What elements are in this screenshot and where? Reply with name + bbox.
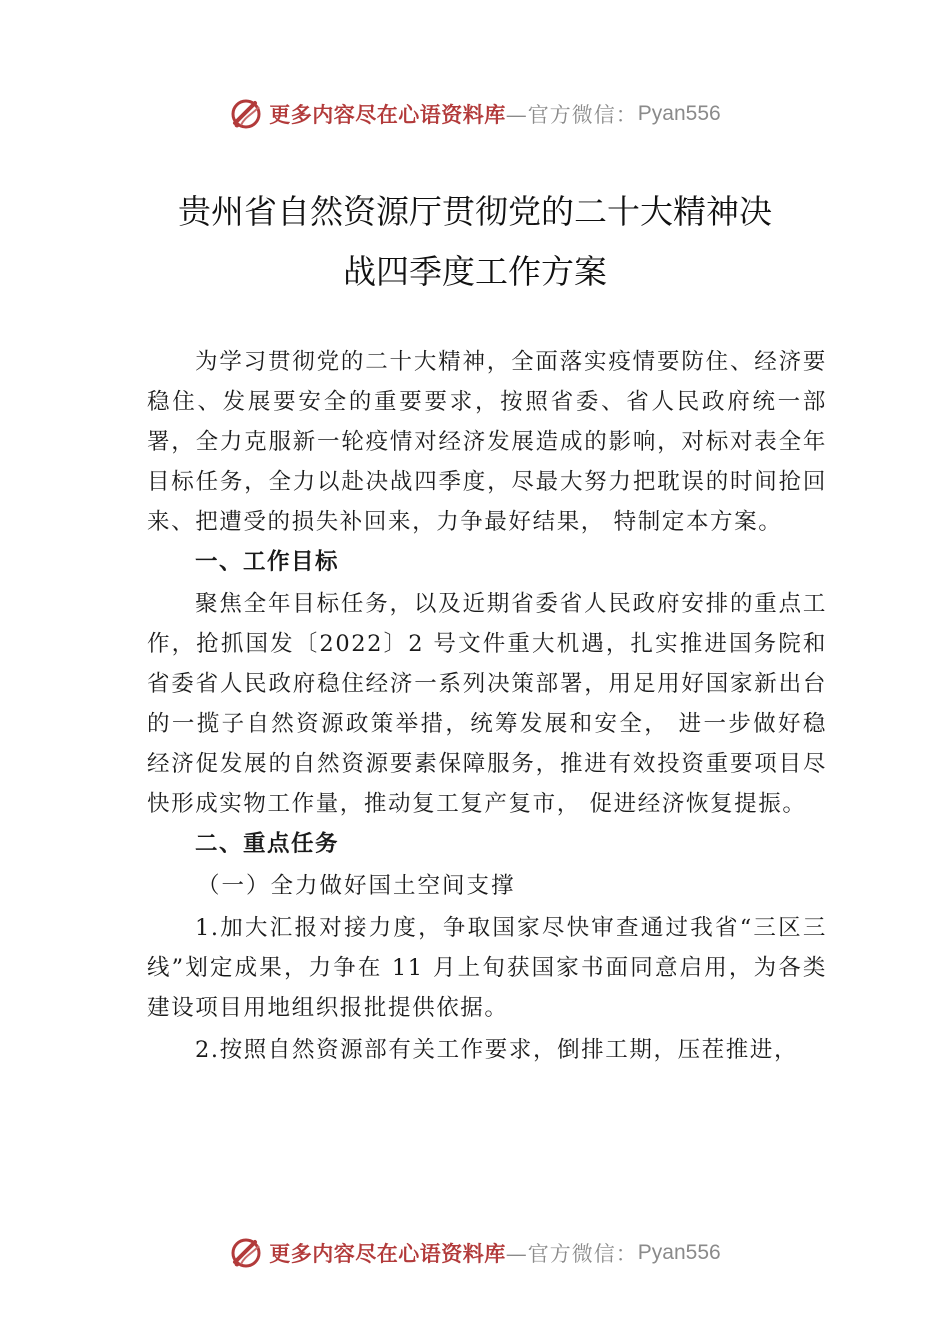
banner-wechat-label: —官方微信： [505,103,638,127]
section2-heading: 二、重点任务 [195,831,340,857]
banner-wechat-id: Pyan556 [637,102,721,125]
banner-library-text: 更多内容尽在心语资料库 [269,1241,506,1266]
header-banner [0,94,950,134]
banner-library-text: 更多内容尽在心语资料库 [269,102,506,127]
section1-heading: 一、工作目标 [195,549,340,575]
document-title-line2: 战四季度工作方案 [343,252,607,291]
footer-banner [0,1233,950,1273]
subsection1-heading: （一）全力做好国土空间支撑 [197,873,516,899]
document-body [147,342,827,1070]
document-title-line1: 贵州省自然资源厅贯彻党的二十大精神决 [178,192,772,231]
ink-brush-logo-icon [229,1236,263,1270]
item1-paragraph: 1.加大汇报对接力度，争取国家尽快审查通过我省“三区三线”划定成果，力争在 11 月上旬获国家书面同意启用，为各类建设项目用地组织报批提供依据。 [147,915,827,1021]
item2-paragraph: 2.按照自然资源部有关工作要求，倒排工期，压茬推进， [195,1037,799,1063]
banner-wechat-label: —官方微信： [505,1242,638,1266]
banner-wechat-id: Pyan556 [637,1241,721,1264]
section1-paragraph: 聚焦全年目标任务，以及近期省委省人民政府安排的重点工作，抢抓国发〔2022〕2 号文件重大机遇，扎实推进国务院和省委省人民政府稳住经济一系列决策部署，用足用好国家新出台的一揽子自然资源政策举措，统筹发展和安全， 进一步做好稳经济促发展的自然资源要素保障服务，推进有效投资重要项目尽快形成实物工作量，推动复工复产复市， 促进经济恢复提振。 [147,591,827,817]
ink-brush-logo-icon [229,97,263,131]
intro-paragraph: 为学习贯彻党的二十大精神，全面落实疫情要防住、经济要稳住、发展要安全的重要要求，按照省委、省人民政府统一部署，全力克服新一轮疫情对经济发展造成的影响，对标对表全年目标任务，全力以赴决战四季度，尽最大努力把耽误的时间抢回来、把遭受的损失补回来，力争最好结果， 特制定本方案。 [147,349,827,535]
